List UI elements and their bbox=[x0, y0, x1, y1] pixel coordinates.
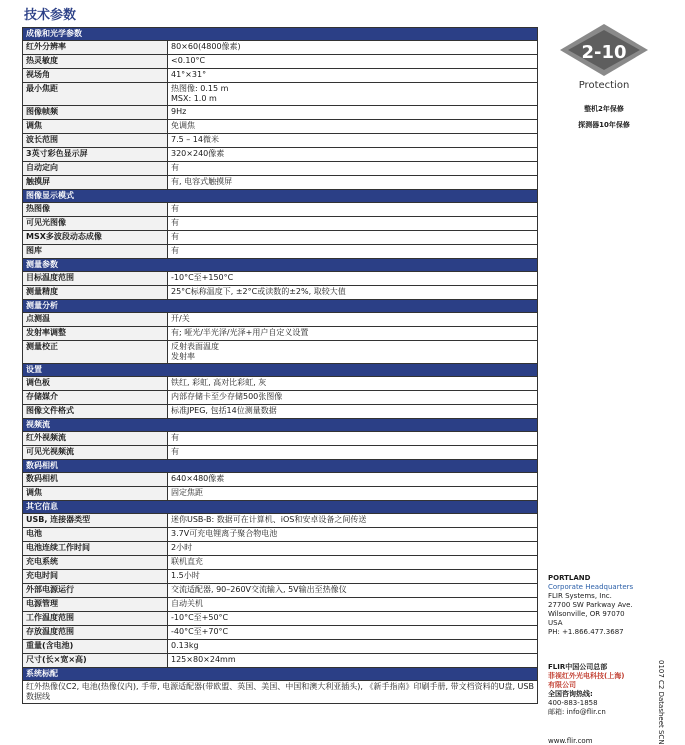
spec-label: 可见光视频流 bbox=[23, 446, 168, 460]
section-header bbox=[23, 668, 538, 681]
spec-value-line: 41°×31° bbox=[171, 70, 207, 79]
spec-value-line: 反射表面温度 bbox=[171, 342, 219, 351]
spec-value bbox=[168, 528, 538, 542]
section-header bbox=[23, 501, 538, 514]
spec-label: 视场角 bbox=[23, 69, 168, 83]
spec-value bbox=[168, 391, 538, 405]
spec-value bbox=[168, 120, 538, 134]
spec-row bbox=[23, 598, 538, 612]
section-title: 测量分析 bbox=[23, 300, 538, 313]
section-title: 数码相机 bbox=[23, 460, 538, 473]
spec-row bbox=[23, 120, 538, 134]
spec-row bbox=[23, 487, 538, 501]
spec-value bbox=[168, 245, 538, 259]
section-header bbox=[23, 300, 538, 313]
spec-label: 调焦 bbox=[23, 487, 168, 501]
spec-label: 电池 bbox=[23, 528, 168, 542]
spec-value-line: 自动关机 bbox=[171, 599, 203, 608]
china-company-2: 有限公司 bbox=[548, 681, 576, 689]
spec-label: 工作温度范围 bbox=[23, 612, 168, 626]
spec-row bbox=[23, 654, 538, 668]
spec-value-line: 联机直充 bbox=[171, 557, 203, 566]
spec-value-line: 有 bbox=[171, 447, 179, 456]
warranty-line-1: 整机2年保修 bbox=[584, 105, 624, 113]
warranty-line-2: 探测器10年保修 bbox=[578, 121, 630, 129]
spec-value-line: 320×240像素 bbox=[171, 149, 225, 158]
spec-row bbox=[23, 162, 538, 176]
spec-value bbox=[168, 473, 538, 487]
spec-row bbox=[23, 286, 538, 300]
spec-label: 电源管理 bbox=[23, 598, 168, 612]
spec-row bbox=[23, 612, 538, 626]
spec-value-line: -10°C至+50°C bbox=[171, 613, 229, 622]
spec-row bbox=[23, 528, 538, 542]
spec-label: 测量校正 bbox=[23, 341, 168, 364]
spec-label: 存放温度范围 bbox=[23, 626, 168, 640]
spec-label: 热灵敏度 bbox=[23, 55, 168, 69]
spec-row bbox=[23, 570, 538, 584]
spec-value bbox=[168, 272, 538, 286]
spec-row bbox=[23, 327, 538, 341]
spec-value bbox=[168, 612, 538, 626]
spec-value-line: 有 bbox=[171, 218, 179, 227]
spec-row bbox=[23, 341, 538, 364]
hq-city: PORTLAND bbox=[548, 574, 591, 582]
spec-row bbox=[23, 231, 538, 245]
spec-row bbox=[23, 55, 538, 69]
spec-value-line: 热图像: 0.15 m bbox=[171, 84, 229, 93]
spec-row bbox=[23, 41, 538, 55]
spec-value-line: 0.13kg bbox=[171, 641, 199, 650]
spec-value-line: 有 bbox=[171, 246, 179, 255]
spec-value bbox=[168, 654, 538, 668]
hq-address bbox=[548, 574, 668, 637]
spec-value-line-2: MSX: 1.0 m bbox=[171, 94, 217, 103]
section-header bbox=[23, 460, 538, 473]
spec-label: 发射率调整 bbox=[23, 327, 168, 341]
spec-label: 图像帧频 bbox=[23, 106, 168, 120]
spec-row bbox=[23, 626, 538, 640]
hq-town: Wilsonville, OR 97070 bbox=[548, 610, 625, 618]
section-title: 其它信息 bbox=[23, 501, 538, 514]
spec-label: 充电系统 bbox=[23, 556, 168, 570]
hq-company: FLIR Systems, Inc. bbox=[548, 592, 612, 600]
spec-label: 重量(含电池) bbox=[23, 640, 168, 654]
spec-label: 可见光图像 bbox=[23, 217, 168, 231]
spec-value bbox=[168, 69, 538, 83]
hq-phone: PH: +1.866.477.3687 bbox=[548, 628, 624, 636]
page-title: 技术参数 bbox=[24, 8, 77, 23]
spec-value bbox=[168, 432, 538, 446]
spec-row bbox=[23, 446, 538, 460]
spec-value-line: 有 bbox=[171, 163, 179, 172]
spec-value bbox=[168, 640, 538, 654]
spec-value bbox=[168, 231, 538, 245]
spec-value bbox=[168, 286, 538, 300]
spec-value-line: 开/关 bbox=[171, 314, 190, 323]
spec-label: 尺寸(长×宽×高) bbox=[23, 654, 168, 668]
spec-value bbox=[168, 217, 538, 231]
spec-label: 数码相机 bbox=[23, 473, 168, 487]
spec-value-line: 有, 电容式触摸屏 bbox=[171, 177, 233, 186]
china-hotline-label: 全国咨询热线: bbox=[548, 690, 593, 698]
badge-number: 2-10 bbox=[581, 42, 627, 63]
section-title: 系统标配 bbox=[23, 668, 538, 681]
spec-value bbox=[168, 162, 538, 176]
spec-row bbox=[23, 203, 538, 217]
section-header bbox=[23, 28, 538, 41]
spec-value bbox=[168, 176, 538, 190]
spec-row bbox=[23, 432, 538, 446]
spec-label: 外部电源运行 bbox=[23, 584, 168, 598]
spec-value bbox=[168, 327, 538, 341]
section-header bbox=[23, 419, 538, 432]
spec-value-line: 迷你USB-B: 数据可在计算机、iOS和安卓设备之间传送 bbox=[171, 515, 367, 524]
spec-value-line-2: 发射率 bbox=[171, 352, 195, 361]
hq-label: Corporate Headquarters bbox=[548, 583, 634, 591]
spec-value-line: 2小时 bbox=[171, 543, 193, 552]
spec-row bbox=[23, 217, 538, 231]
spec-label: 电池连续工作时间 bbox=[23, 542, 168, 556]
spec-value bbox=[168, 405, 538, 419]
spec-row bbox=[23, 584, 538, 598]
spec-label: 调色板 bbox=[23, 377, 168, 391]
spec-value-line: 有 bbox=[171, 232, 179, 241]
spec-label: 热图像 bbox=[23, 203, 168, 217]
spec-value bbox=[168, 514, 538, 528]
badge-word: Protection bbox=[578, 80, 630, 91]
website-url: www.flir.com bbox=[548, 737, 593, 745]
spec-label: 充电时间 bbox=[23, 570, 168, 584]
spec-value bbox=[168, 377, 538, 391]
spec-label: 波长范围 bbox=[23, 134, 168, 148]
spec-label: 点测温 bbox=[23, 313, 168, 327]
spec-label: MSX多波段动态成像 bbox=[23, 231, 168, 245]
spec-value-line: 有 bbox=[171, 204, 179, 213]
spec-value-line: 标准JPEG, 包括14位测量数据 bbox=[171, 406, 277, 415]
hq-street: 27700 SW Parkway Ave. bbox=[548, 601, 633, 609]
section-title: 图像显示模式 bbox=[23, 190, 538, 203]
section-header bbox=[23, 364, 538, 377]
spec-value-line: 有; 哑光/半光泽/光泽+用户自定义设置 bbox=[171, 328, 309, 337]
spec-value bbox=[168, 598, 538, 612]
spec-value bbox=[168, 446, 538, 460]
section-header bbox=[23, 190, 538, 203]
spec-value-line: 交流适配器, 90–260V交流输入, 5V输出至热像仪 bbox=[171, 585, 347, 594]
spec-row bbox=[23, 405, 538, 419]
spec-value bbox=[168, 542, 538, 556]
spec-label: 存储媒介 bbox=[23, 391, 168, 405]
spec-label: 自动定向 bbox=[23, 162, 168, 176]
spec-label: 调焦 bbox=[23, 120, 168, 134]
spec-value-line: -40°C至+70°C bbox=[171, 627, 229, 636]
spec-row bbox=[23, 640, 538, 654]
spec-value bbox=[168, 106, 538, 120]
side-code: 0107 C2 Datasheet SCN bbox=[657, 660, 665, 745]
spec-value-line: 9Hz bbox=[171, 107, 187, 116]
spec-value bbox=[168, 584, 538, 598]
spec-value-line: 免调焦 bbox=[171, 121, 195, 130]
spec-value-line: 内部存储卡至少存储500张图像 bbox=[171, 392, 283, 401]
spec-value-line: 125×80×24mm bbox=[171, 655, 236, 664]
spec-value bbox=[168, 556, 538, 570]
spec-row bbox=[23, 377, 538, 391]
spec-value bbox=[168, 148, 538, 162]
spec-value bbox=[168, 83, 538, 106]
spec-row bbox=[23, 556, 538, 570]
china-address bbox=[548, 663, 668, 717]
spec-row bbox=[23, 272, 538, 286]
spec-label: USB, 连接器类型 bbox=[23, 514, 168, 528]
spec-value bbox=[168, 203, 538, 217]
spec-value-line: 有 bbox=[171, 433, 179, 442]
spec-row bbox=[23, 106, 538, 120]
spec-label: 图像文件格式 bbox=[23, 405, 168, 419]
spec-row bbox=[23, 391, 538, 405]
china-title: FLIR中国公司总部 bbox=[548, 663, 608, 671]
section-title: 成像和光学参数 bbox=[23, 28, 538, 41]
protection-badge bbox=[556, 22, 652, 92]
section-title: 视频流 bbox=[23, 419, 538, 432]
spec-label: 测量精度 bbox=[23, 286, 168, 300]
spec-value-line: 25°C标称温度下, ±2°C或读数的±2%, 取较大值 bbox=[171, 287, 346, 296]
spec-row bbox=[23, 148, 538, 162]
spec-row bbox=[23, 176, 538, 190]
spec-value bbox=[168, 626, 538, 640]
system-config-text: 红外热像仪C2, 电池(热像仪内), 手带, 电源适配器(带欧盟、英国、美国、中国和澳大利亚插头), 《新手指南》印刷手册, 带文档资料的U盘, USB数据线 bbox=[23, 681, 538, 704]
spec-row bbox=[23, 245, 538, 259]
spec-value bbox=[168, 487, 538, 501]
spec-label: 3英寸彩色显示屏 bbox=[23, 148, 168, 162]
spec-row bbox=[23, 473, 538, 487]
spec-value bbox=[168, 570, 538, 584]
spec-value-line: 7.5 – 14微米 bbox=[171, 135, 219, 144]
spec-value-line: 固定焦距 bbox=[171, 488, 203, 497]
spec-value bbox=[168, 55, 538, 69]
section-title: 设置 bbox=[23, 364, 538, 377]
hq-country: USA bbox=[548, 619, 563, 627]
section-header bbox=[23, 259, 538, 272]
spec-value-line: 640×480像素 bbox=[171, 474, 225, 483]
spec-row bbox=[23, 542, 538, 556]
section-title: 测量参数 bbox=[23, 259, 538, 272]
spec-value bbox=[168, 134, 538, 148]
spec-row bbox=[23, 69, 538, 83]
spec-row bbox=[23, 134, 538, 148]
spec-label: 触摸屏 bbox=[23, 176, 168, 190]
china-company-1: 菲视红外光电科技(上海) bbox=[548, 672, 625, 680]
spec-value-line: 铁红, 彩虹, 高对比彩虹, 灰 bbox=[171, 378, 267, 387]
spec-label: 红外视频流 bbox=[23, 432, 168, 446]
spec-label: 红外分辨率 bbox=[23, 41, 168, 55]
spec-table bbox=[22, 27, 538, 704]
spec-row bbox=[23, 514, 538, 528]
spec-row bbox=[23, 313, 538, 327]
spec-value-line: 3.7V可充电锂离子聚合物电池 bbox=[171, 529, 278, 538]
spec-value-line: -10°C至+150°C bbox=[171, 273, 234, 282]
spec-value bbox=[168, 341, 538, 364]
spec-label: 最小焦距 bbox=[23, 83, 168, 106]
spec-label: 图库 bbox=[23, 245, 168, 259]
spec-label: 目标温度范围 bbox=[23, 272, 168, 286]
china-hotline: 400-883-1858 bbox=[548, 699, 598, 707]
spec-value-line: 80×60(4800像素) bbox=[171, 42, 241, 51]
china-email: 邮箱: info@flir.cn bbox=[548, 708, 606, 716]
spec-value bbox=[168, 41, 538, 55]
spec-value-line: 1.5小时 bbox=[171, 571, 200, 580]
spec-row bbox=[23, 83, 538, 106]
system-config-row bbox=[23, 681, 538, 704]
spec-value-line: <0.10°C bbox=[171, 56, 206, 65]
spec-value bbox=[168, 313, 538, 327]
